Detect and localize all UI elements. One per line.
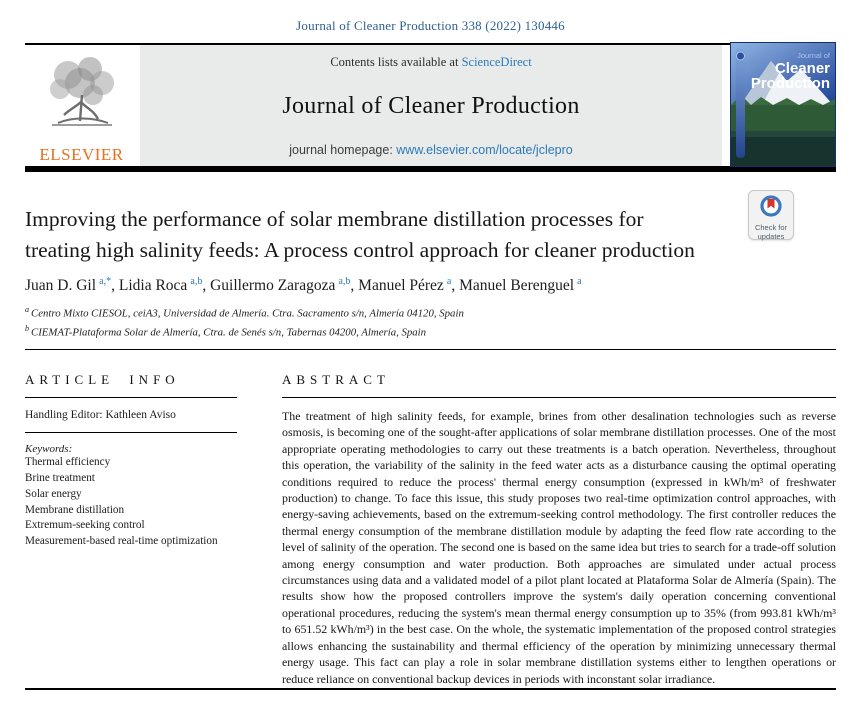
author: Manuel Pérez $^a$ , — [358, 277, 459, 294]
keyword: Solar energy — [25, 487, 82, 500]
affiliation-a: $^a$ Centro Mixto CIESOL, ceiA3, Universidad de Almería. Ctra. Sacramento s/n, Almería 04120, Spain — [25, 305, 464, 320]
article-info-rule2 — [25, 432, 237, 433]
keyword: Extremum-seeking control — [25, 519, 145, 532]
keyword: Membrane distillation — [25, 503, 125, 516]
masthead — [25, 45, 836, 166]
sciencedirect-link[interactable]: ScienceDirect — [461, 55, 532, 69]
divider-rule — [25, 349, 836, 350]
elsevier-logo — [25, 45, 138, 166]
author: Guillermo Zaragoza $^{a,b}$ , — [210, 277, 358, 294]
contents-line — [330, 55, 531, 70]
abstract-heading: ABSTRACT — [282, 371, 390, 387]
check-for-updates-badge[interactable] — [748, 190, 794, 240]
cover-line2: Cleaner — [774, 60, 830, 77]
author-affiliation-sup: a — [446, 276, 452, 288]
contents-prefix: Contents lists available at — [330, 55, 462, 69]
cover-line1: Journal of — [797, 51, 830, 60]
author-list — [25, 276, 836, 295]
page-bottom-rule — [25, 688, 836, 690]
journal-citation-header: Journal of Cleaner Production 338 (2022) 130446 — [296, 18, 565, 33]
keyword: Brine treatment — [25, 471, 95, 484]
crossmark-icon — [760, 195, 782, 222]
homepage-line — [289, 143, 573, 157]
author-affiliation-sup: a,b — [338, 276, 351, 288]
abstract-section — [282, 372, 836, 687]
author-affiliation-sup: a,b — [190, 276, 203, 288]
author: Lidia Roca $^{a,b}$ , — [119, 277, 210, 294]
keywords-label: Keywords: — [25, 442, 73, 455]
elsevier-wordmark: ELSEVIER — [39, 145, 124, 164]
handling-editor: Handling Editor: Kathleen Aviso — [25, 408, 176, 421]
article-info-heading: ARTICLE INFO — [25, 371, 180, 387]
affiliations — [25, 304, 836, 341]
article-info-section — [25, 372, 237, 687]
author-affiliation-sup: a,* — [99, 276, 112, 288]
author-affiliation-sup: a — [577, 276, 582, 288]
check-badge-label: Check for updates — [754, 223, 788, 241]
journal-banner — [140, 45, 722, 166]
keyword: Measurement-based real-time optimization — [25, 535, 218, 548]
author: Manuel Berenguel $^a$ — [459, 276, 582, 295]
title-block — [25, 204, 836, 265]
affiliation-b: $^b$ CIEMAT-Plataforma Solar de Almería, Ctra. de Senés s/n, Tabernas 04200, Almería, Spain — [25, 323, 427, 339]
homepage-prefix: journal homepage: — [289, 143, 397, 157]
keyword: Thermal efficiency — [25, 455, 111, 468]
article-info-rule — [25, 397, 237, 398]
masthead-bottom-rule — [25, 166, 836, 172]
cover-line3: Production — [750, 75, 830, 92]
abstract-text: The treatment of high salinity feeds, for example, brines from other desalination technologies such as reverse osmosis, is becoming one of the sought-after applications of solar membrane distillation processes. One of the most appropriate operating methodologies to carry out these treatments is a batch operation. Nevertheless, throughout this operation, the variability of the salinity in the feed water acts as a disturbance causing the optimal operating conditions required to reduce the process' thermal energy consumption (expressed in kWh/m³ of freshwater production) to change. To face this issue, this study proposes two real-time optimization control approaches, with energy-saving achievements, based on the extremum-seeking control methodology. The first controller reduces the thermal energy consumption of the membrane distillation module by adapting the feed flow rate according to the level of salinity of the operation. The second one is based on the same idea but tries to search for a trade-off solution among energy consumption and water production. Both approaches are simulated under actual process circumstances using data and a validated model of a pilot plant located at Plataforma Solar de Almería (Spain). The results show how the proposed controllers improve the system's daily operation concerning conventional operational procedures, reducing the system's mean thermal energy consumption up to 35% (from 993.81 kWh/m³ to 651.52 kWh/m³) in the best case. On the whole, the systematic implementation of the proposed control strategies allows enhancing the sustainability and thermal efficiency of the operation by minimizing unnecessary thermal energy usage. This fact can play a role in solar membrane distillation systems either to lengthen operations or reduce reliance on conventional backup devices in periods with inconstant solar irradiance. — [282, 408, 836, 686]
elsevier-tree-icon — [38, 51, 126, 144]
article-title: Improving the performance of solar membrane distillation processes for treating high salinity feeds: A process control approach for cleaner production — [25, 207, 695, 262]
author: Juan D. Gil $^{a,*}$ , — [25, 277, 119, 294]
homepage-link[interactable]: www.elsevier.com/locate/jclepro — [396, 143, 573, 157]
journal-title: Journal of Cleaner Production — [282, 93, 580, 119]
journal-cover-thumbnail — [730, 42, 836, 167]
abstract-rule — [282, 397, 836, 398]
info-abstract-columns — [25, 372, 836, 687]
